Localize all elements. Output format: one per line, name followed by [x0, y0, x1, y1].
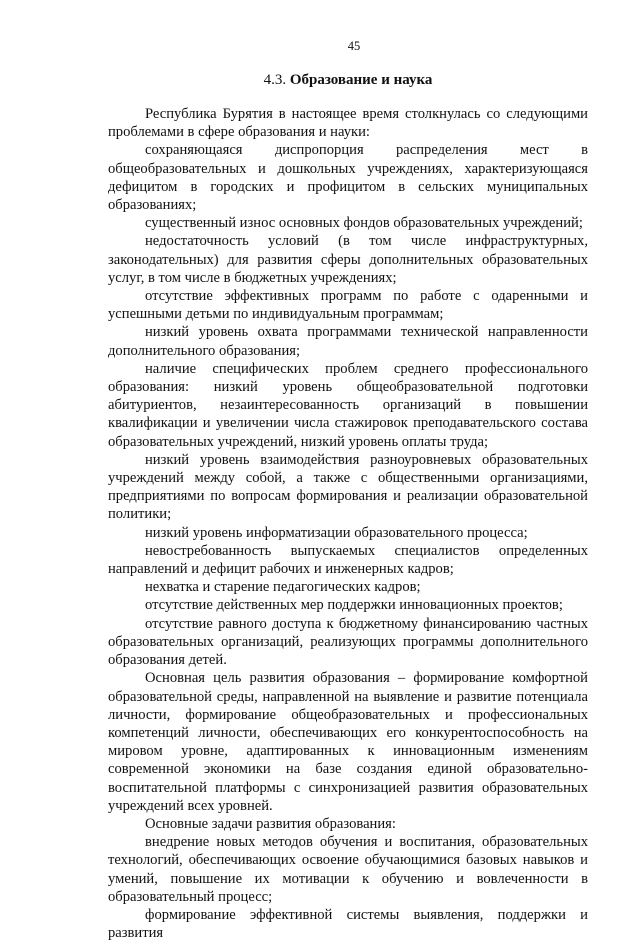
paragraph-intro: Республика Бурятия в настоящее время столкнулась со следующими проблемами в сфере образования и науки: [108, 106, 588, 141]
paragraph-problem: невостребованность выпускаемых специалистов определенных направлений и дефицит рабочих и инженерных кадров; [108, 542, 588, 578]
paragraph-problem: отсутствие равного доступа к бюджетному финансированию частных образовательных организаций, реализующих программы дополнительного образования детей. [108, 615, 588, 669]
paragraph-problem: низкий уровень охвата программами технической направленности дополнительного образования; [108, 324, 588, 359]
paragraph-problem: существенный износ основных фондов образовательных учреждений; [145, 215, 583, 232]
paragraph-goal: Основная цель развития образования – формирование комфортной образовательной среды, направленной на выявление и развитие потенциала личности, формирование общеобразовательных и профессиональных компетенций личности, обеспечивающих его конкурентоспособность на мировом уровне, адаптированных к инновационным изменениям современной экономики на базе создания единой образовательно-воспитательной платформы с синхронизацией развития образовательных учреждений всех уровней. [108, 670, 588, 814]
paragraph-problem: недостаточность условий (в том числе инфраструктурных, законодательных) для развития сферы дополнительных образовательных услуг, в том числе в бюджетных учреждениях; [108, 233, 588, 286]
page-number: 45 [347, 39, 361, 53]
paragraph-problem: низкий уровень информатизации образовательного процесса; [145, 524, 528, 541]
paragraph-problem: низкий уровень взаимодействия разноуровневых образовательных учреждений между собой, а также с общественными организациями, предприятиями по вопросам формирования и реализации образовательной политики; [108, 451, 588, 523]
section-title [108, 71, 588, 90]
paragraph-tasks-heading: Основные задачи развития образования: [145, 815, 396, 832]
paragraph-task: внедрение новых методов обучения и воспитания, образовательных технологий, обеспечивающих освоение обучающимися базовых навыков и умений, повышение их мотивации к обучению и вовлеченности в образовательный процесс; [108, 834, 588, 905]
body-text [108, 105, 588, 942]
paragraph-task: формирование эффективной системы выявления, поддержки и развития [108, 906, 588, 942]
paragraph-problem: сохраняющаяся диспропорция распределения мест в общеобразовательных и дошкольных учреждениях, характеризующаяся дефицитом в городских и профицитом в сельских муниципальных образованиях; [108, 142, 588, 214]
paragraph-problem: нехватка и старение педагогических кадров; [145, 579, 421, 596]
section-number: 4.3. [263, 72, 287, 88]
paragraph-problem: отсутствие действенных мер поддержки инновационных проектов; [145, 597, 563, 614]
paragraph-problem: наличие специфических проблем среднего профессионального образования: низкий уровень общеобразовательной подготовки абитуриентов, незаинтересованность организаций в повышении квалификации и увеличении числа стажировок преподавательского состава образовательных учреждений, низкий уровень оплаты труда; [108, 360, 588, 450]
paragraph-problem: отсутствие эффективных программ по работе с одаренными и успешными детьми по индивидуальным программам; [108, 288, 588, 323]
section-name: Образование и наука [289, 72, 433, 88]
